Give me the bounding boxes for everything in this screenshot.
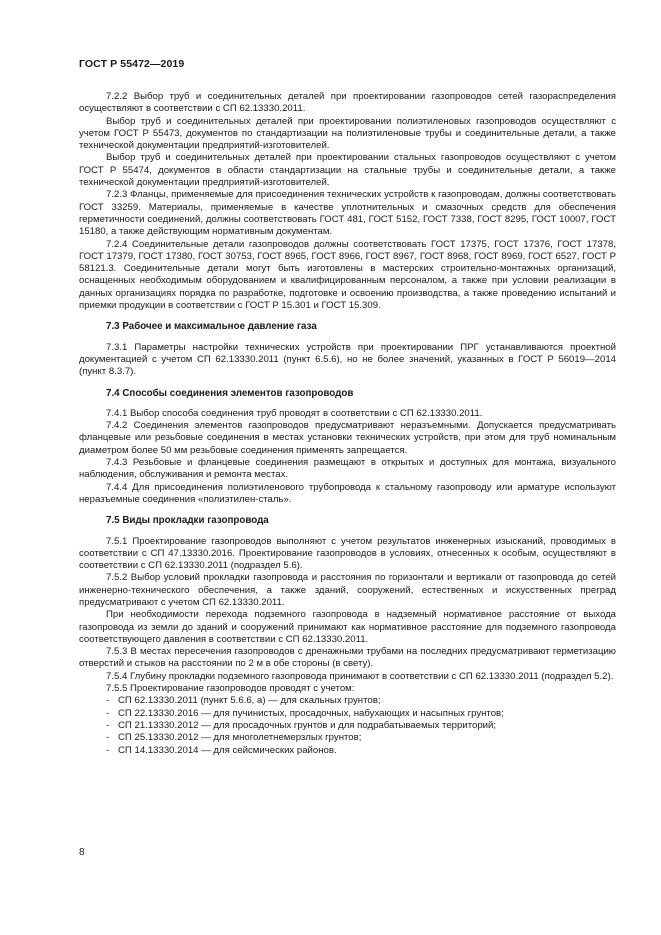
paragraph: 7.2.3 Фланцы, применяемые для присоединения технических устройств к газопроводам, должны соответствовать ГОСТ 33259. Материалы, применяемые в качестве уплотнительных и смазочных средств для обеспечения герметичности соединений, должны соответствовать ГОСТ 481, ГОСТ 5152, ГОСТ 7338, ГОСТ 8295, ГОСТ 10007, ГОСТ 15180, а также действующим нормативным документам.	[79, 189, 616, 238]
paragraph: При необходимости перехода подземного газопровода в надземный нормативное расстояние от выхода газопровода из земли до зданий и сооружений принимают как нормативное расстояние для подземного газопровода соответствующего давления в соответствии с СП 62.13330.2011.	[79, 609, 616, 645]
list-marker: -	[106, 707, 110, 719]
paragraph: 7.5.1 Проектирование газопроводов выполняют с учетом результатов инженерных изысканий, проводимых в соответствии с СП 47.13330.2016. Проектирование газопроводов в условиях, отнесенных к особым, осуществляют в соответствии с СП 62.13330.2011 (подраздел 5.6).	[79, 535, 616, 572]
list-marker: -	[106, 695, 110, 707]
paragraph: 7.4.4 Для присоединения полиэтиленового трубопровода к стальному газопроводу или арматуре используют неразъемные соединения «полиэтилен-сталь».	[79, 481, 616, 505]
list-item	[79, 732, 616, 744]
paragraph: 7.5.2 Выбор условий прокладки газопровода и расстояния по горизонтали и вертикали от газопровода до сетей инженерно-технического обеспечения, а также зданий, сооружений, естественных и искусственных преград предусматривают с учетом СП 62.13330.2011.	[79, 572, 616, 608]
list-item	[79, 745, 616, 757]
paragraph: 7.3.1 Параметры настройки технических устройств при проектировании ПРГ устанавливаются проектной документацией с учетом СП 62.13330.2011 (пункт 6.5.6), но не более значений, указанных в ГОСТ Р 56019—2014 (пункт 8.3.7).	[79, 341, 616, 378]
list-item-text: СП 14.13330.2014 — для сейсмических районов.	[118, 744, 337, 756]
list-item	[79, 720, 616, 732]
list-item	[79, 695, 616, 707]
list-marker: -	[106, 732, 110, 744]
paragraph: 7.5.3 В местах пересечения газопроводов с дренажными трубами на последних предусматривают герметизацию отверстий и стыков на расстоянии по 2 м в обе стороны (в свету).	[79, 646, 616, 670]
document-header: ГОСТ Р 55472—2019	[79, 58, 185, 70]
document-body	[79, 91, 616, 757]
list-marker: -	[106, 744, 110, 756]
paragraph: 7.2.2 Выбор труб и соединительных деталей при проектировании газопроводов сетей газораспределения осуществляют в соответствии с СП 62.13330.2011.	[79, 91, 616, 115]
paragraph: Выбор труб и соединительных деталей при проектировании полиэтиленовых газопроводов осуществляют с учетом ГОСТ Р 55473, документов по стандартизации на полиэтиленовые трубы и соединительные детали, а также технической документации предприятий-изготовителей.	[79, 115, 616, 152]
list-item-text: СП 62.13330.2011 (пункт 5.6.6, а) — для скальных грунтов;	[118, 695, 381, 707]
paragraph: 7.4.3 Резьбовые и фланцевые соединения размещают в открытых и доступных для монтажа, визуального наблюдения, обслуживания и ремонта местах.	[79, 457, 616, 481]
paragraph: 7.5.5 Проектирование газопроводов проводят с учетом:	[106, 683, 355, 695]
section-heading: 7.3 Рабочее и максимальное давление газа	[106, 321, 317, 333]
section-heading: 7.5 Виды прокладки газопровода	[106, 515, 269, 527]
page-number: 8	[79, 847, 85, 858]
list-item-text: СП 25.13330.2012 — для многолетнемерзлых грунтов;	[118, 732, 362, 744]
paragraph: 7.5.4 Глубину прокладки подземного газопровода принимают в соответствии с СП 62.13330.2011 (подраздел 5.2).	[106, 670, 614, 682]
list-item-text: СП 22.13330.2016 — для пучинистых, просадочных, набухающих и насыпных грунтов;	[118, 707, 504, 719]
list-item-text: СП 21.13330.2012 — для просадочных грунтов и для подрабатываемых территорий;	[118, 719, 497, 731]
section-heading: 7.4 Способы соединения элементов газопроводов	[106, 387, 354, 399]
paragraph: 7.2.4 Соединительные детали газопроводов должны соответствовать ГОСТ 17375, ГОСТ 17376, ГОСТ 17378, ГОСТ 17379, ГОСТ 17380, ГОСТ 30753, ГОСТ 8965, ГОСТ 8966, ГОСТ 8967, ГОСТ 8968, ГОСТ 8969, ГОСТ 6527, ГОСТ Р 58121.3. Соединительные детали могут быть изготовлены в мастерских строительно-монтажных организаций, оснащенных необходимым оборудованием и квалифицированным персоналом, а также при условии реализации в данных организациях порядка по разработке, подготовке и освоению производства, а также проведению испытаний и приемки продукции в соответствии с ГОСТ Р 15.301 и ГОСТ 15.309.	[79, 238, 616, 312]
paragraph: 7.4.1 Выбор способа соединения труб проводят в соответствии с СП 62.13330.2011.	[106, 407, 483, 419]
paragraph: Выбор труб и соединительных деталей при проектировании стальных газопроводов осуществляют с учетом ГОСТ Р 55474, документов в области стандартизации на стальные трубы и соединительные детали, а также технической документации предприятий-изготовителей.	[79, 152, 616, 189]
list-item	[79, 708, 616, 720]
paragraph: 7.4.2 Соединения элементов газопроводов предусматривают неразъемными. Допускается предусматривать фланцевые или резьбовые соединения в местах установки технических устройств, при этом для труб номинальным диаметром более 50 мм резьбовые соединения применять запрещается.	[79, 420, 616, 456]
list-marker: -	[106, 719, 110, 731]
